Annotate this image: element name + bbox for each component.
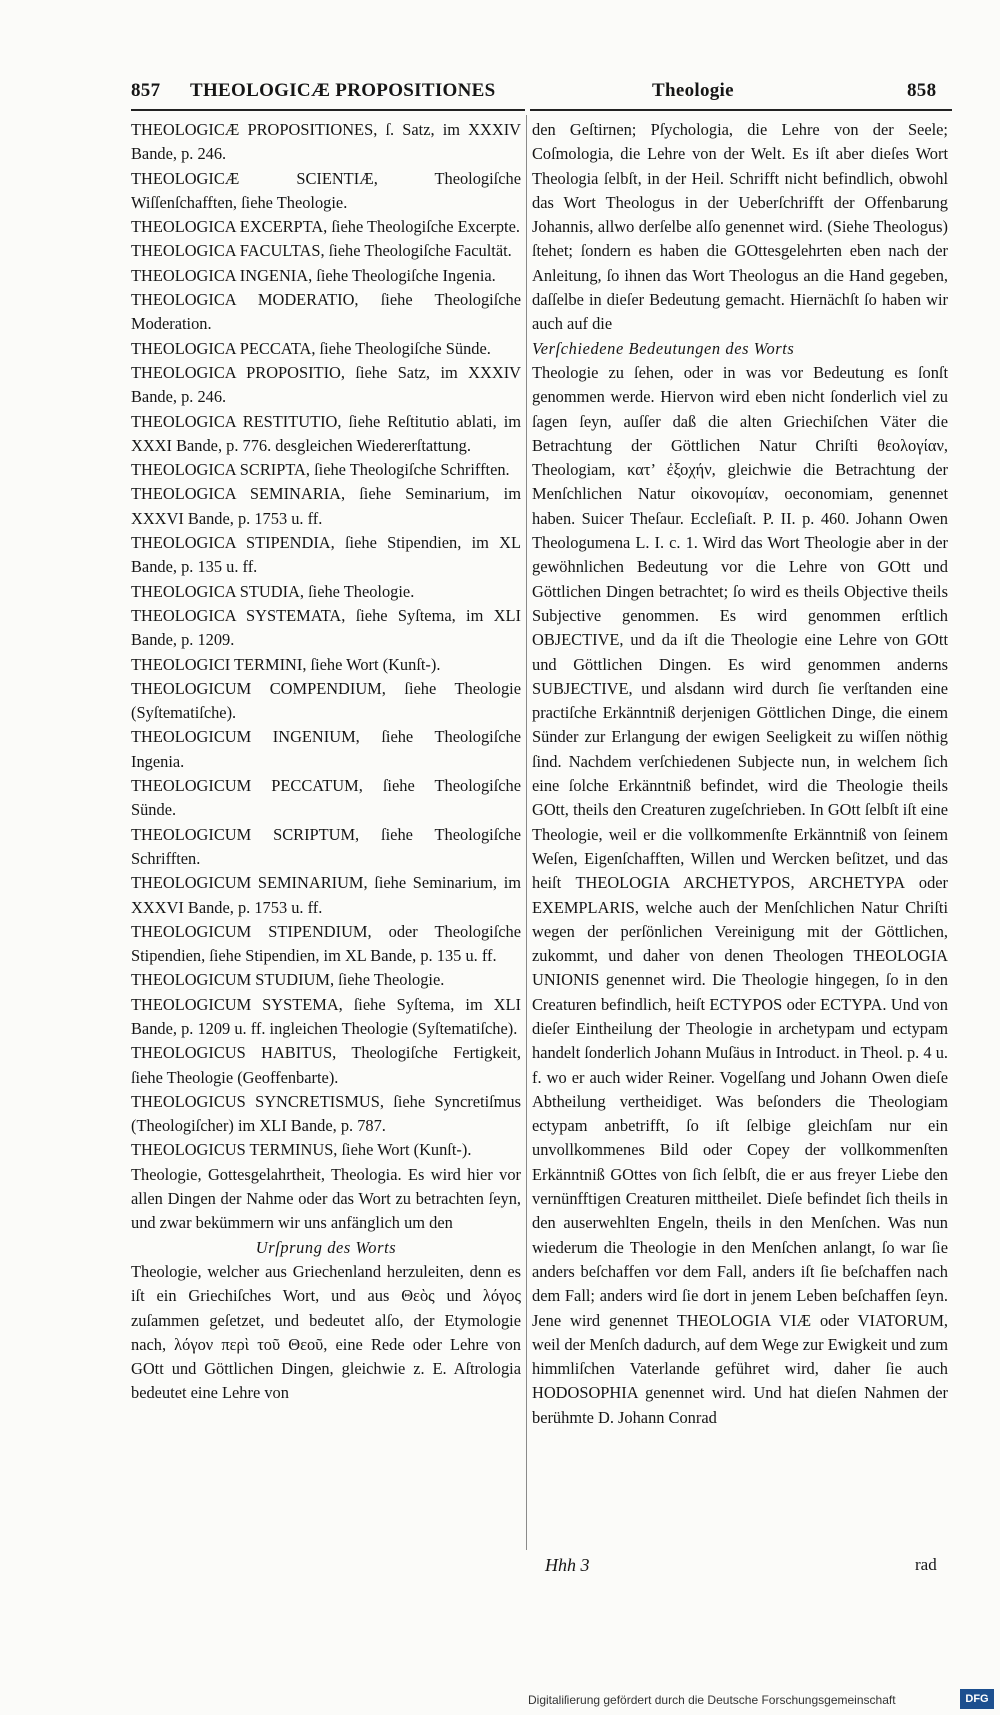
entry-habitus: THEOLOGICUS HABITUS, Theologiſche Fertigkeit, ſiehe Theologie (Geoffenbarte). — [131, 1043, 521, 1087]
page-number-right: 858 — [907, 80, 937, 101]
entry-scripta: THEOLOGICA SCRIPTA, ſiehe Theologiſche Schrifften. — [131, 460, 510, 480]
section-heading-bedeutungen: Verſchiedene Bedeutungen des Worts — [532, 338, 795, 358]
entry-systemata: THEOLOGICA SYSTEMATA, ſiehe Syſtema, im XLI Bande, p. 1209. — [131, 605, 521, 650]
entry-studia: THEOLOGICA STUDIA, ſiehe Theologie. — [131, 581, 415, 601]
entry-propositio: THEOLOGICA PROPOSITIO, ſiehe Satz, im XXXIV Bande, p. 246. — [131, 362, 521, 407]
column-divider — [526, 115, 527, 1550]
entry-restitutio: THEOLOGICA RESTITUTIO, ſiehe Reſtitutio ablati, im XXXI Bande, p. 776. desgleichen Wiedererſtattung. — [131, 411, 521, 455]
header-rule-right — [530, 109, 952, 111]
running-title-right: Theologie — [652, 80, 734, 101]
signature-mark: Hhh 3 — [545, 1555, 590, 1575]
entry-stipendia: THEOLOGICA STIPENDIA, ſiehe Stipendien, im XL Bande, p. 135 u. ff. — [131, 533, 521, 577]
entry-compendium: THEOLOGICUM COMPENDIUM, ſiehe Theologie (Syſtematiſche). — [131, 678, 521, 723]
entry-termini: THEOLOGICI TERMINI, ſiehe Wort (Kunſt-). — [131, 654, 441, 674]
entry-seminarium: THEOLOGICUM SEMINARIUM, ſiehe Seminarium, im XXXVI Bande, p. 1753 u. ff. — [131, 873, 521, 917]
paragraph-etymologie: Theologie, welcher aus Griechenland herzuleiten, denn es iſt ein Griechiſches Wort, und aus Θεὸς und λόγος zuſammen geſetzet, und bedeutet alſo, der Etymologie nach, λόγον περὶ τοῦ Θεοῦ, eine Rede oder Lehre von GOtt und Göttlichen Dingen, gleichwie z. E. Aſtrologia bedeutet eine Lehre von — [131, 1261, 521, 1403]
digitization-credit: Digitaliſierung gefördert durch die Deutsche Forschungsgemeinschaft — [528, 1693, 896, 1707]
entry-theologie-intro: Theologie, Gottesgelahrtheit, Theologia. Es wird hier vor allen Dingen der Nahme oder das Wort zu betrachten ſeyn, und zwar bekümmern wir uns anfänglich um den — [131, 1164, 521, 1233]
entry-scriptum: THEOLOGICUM SCRIPTUM, ſiehe Theologiſche Schrifften. — [131, 824, 521, 868]
section-heading-ursprung: Urſprung des Worts — [255, 1237, 397, 1257]
catchword: rad — [915, 1555, 937, 1574]
entry-studium: THEOLOGICUM STUDIUM, ſiehe Theologie. — [131, 970, 445, 990]
entry-seminaria: THEOLOGICA SEMINARIA, ſiehe Seminarium, im XXXVI Bande, p. 1753 u. ff. — [131, 484, 521, 528]
entry-facultas: THEOLOGICA FACULTAS, ſiehe Theologiſche Facultät. — [131, 241, 512, 261]
entry-stipendium: THEOLOGICUM STIPENDIUM, oder Theologiſche Stipendien, ſiehe Stipendien, im XL Bande, p. 135 u. ff. — [131, 921, 521, 966]
entry-ingenia: THEOLOGICA INGENIA, ſiehe Theologiſche Ingenia. — [131, 265, 496, 285]
entry-ingenium: THEOLOGICUM INGENIUM, ſiehe Theologiſche Ingenia. — [131, 727, 521, 771]
entry-peccata: THEOLOGICA PECCATA, ſiehe Theologiſche Sünde. — [131, 338, 491, 358]
page-number-left: 857 — [131, 80, 161, 101]
right-column — [532, 118, 948, 1430]
entry-moderatio: THEOLOGICA MODERATIO, ſiehe Theologiſche Moderation. — [131, 290, 521, 334]
entry-systema: THEOLOGICUM SYSTEMA, ſiehe Syſtema, im XLI Bande, p. 1209 u. ff. ingleichen Theologie (Syſtematiſche). — [131, 994, 521, 1038]
paragraph-continuation: den Geſtirnen; Pſychologia, die Lehre von der Seele; Coſmologia, die Lehre von der Welt. Es iſt aber dieſes Wort Theologia ſelbſt, in der Heil. Schrifft nicht befindlich, obwohl das Wort Theologus in der Ueberſchrifft der Offenbarung Johannis, allwo derſelbe alſo genennet wird. (Siehe Theologus) ſtehet; ſondern es haben die GOttesgelehrten eben nach der Anleitung, ſo ihnen das Wort Theologus an die Hand gegeben, daſſelbe in dieſer Bedeutung gemacht. Hiernächſt ſo haben wir auch auf die — [532, 120, 948, 334]
dfg-logo: DFG — [960, 1689, 994, 1709]
paragraph-bedeutungen: Theologie zu ſehen, oder in was vor Bedeutung es ſonſt genommen werde. Hiervon wird eben nicht ſonderlich viel zu ſagen ſeyn, auſſer daß die alten Griechiſchen Väter die Betrachtung der Göttlichen Natur Chriſti θεολογίαν, Theologiam, κατ’ ἐξοχήν, gleichwie die Betrachtung der Menſchlichen Natur οἰκονομίαν, oeconomiam, genennet haben. Suicer Theſaur. Eccleſiaſt. P. II. p. 460. Johann Owen Theologumena L. I. c. 1. Wird das Wort Theologie aber in der gewöhnlichen Bedeutung vor die Lehre von GOtt und Göttlichen Dingen betrachtet; ſo wird es theils Objective theils Subjective genommen. Es wird genommen erſtlich OBJECTIVE, und da iſt die Theologie eine Lehre von GOtt und Göttlichen Dingen. Es wird genommen anderns SUBJECTIVE, und alsdann wird durch ſie verſtanden eine practiſche Erkänntniß derjenigen Göttlichen Dinge, die einem Sünder zur Erlangung der ewigen Seeligkeit zu wiſſen nöthig ſind. Nachdem verſchiedenen Subjecte nun, in welchem ſich eine ſolche Erkänntniß befindet, wird die Theologie theils GOtt, theils den Creaturen zugeſchrieben. In GOtt ſelbſt iſt eine Theologie, weil er die vollkommenſte Erkänntniß von ſeinem Weſen, Eigenſchafften, Willen und Wercken beſitzet, und das heiſt THEOLOGIA ARCHETYPOS, ARCHETYPA oder EXEMPLARIS, welche auch der Menſchlichen Natur Chriſti wegen der perſönlichen Vereinigung mit der Göttlichen, zukommt, und daher von denen Theologen THEOLOGIA UNIONIS genennet wird. Die Theologie hingegen, ſo in den Creaturen befindlich, heiſt ECTYPOS oder ECTYPA. Und von dieſer Eintheilung der Theologie in archetypam und ectypam handelt ſonderlich Johann Muſäus in Introduct. in Theol. p. 4 u. f. wo er auch wider Reiner. Vogelſang und Johann Owen dieſe Abtheilung vertheidiget. Was beſonders die Theologiam ectypam anbetrifft, ſo iſt ſelbige gleichſam nur ein unvollkommenes Bild oder Copey der vollkommenſten Erkänntniß GOttes von ſich ſelbſt, die er aus freyer Liebe den vernünfftigen Creaturen mittheilet. Dieſe befindet ſich theils in den auserwehlten Engeln, theils in den Menſchen. Was nun wiederum die Theologie in den Menſchen anlangt, ſo war ſie anders beſchaffen vor dem Fall, anders iſt ſie beſchaffen nach dem Fall; anders wird ſie dort in jenem Leben beſchaffen ſeyn. Jene wird genennet THEOLOGIA VIÆ oder VIATORUM, weil der Menſch dadurch, auf dem Wege zur Ewigkeit und zum himmliſchen Vaterlande geführet wird, daher ſie auch HODOSOPHIA genennet wird. Und hat dieſen Nahmen der berühmte D. Johann Conrad — [532, 362, 948, 1427]
entry-excerpta: THEOLOGICA EXCERPTA, ſiehe Theologiſche Excerpte. — [131, 217, 520, 237]
entry-peccatum: THEOLOGICUM PECCATUM, ſiehe Theologiſche Sünde. — [131, 776, 521, 820]
entry-propositiones: THEOLOGICÆ PROPOSITIONES, ſ. Satz, im XXXIV Bande, p. 246. — [131, 120, 521, 164]
running-title-left: THEOLOGICÆ PROPOSITIONES — [190, 80, 496, 101]
entry-terminus: THEOLOGICUS TERMINUS, ſiehe Wort (Kunſt-). — [131, 1140, 472, 1160]
entry-syncretismus: THEOLOGICUS SYNCRETISMUS, ſiehe Syncretiſmus (Theologiſcher) im XLI Bande, p. 787. — [131, 1091, 521, 1136]
entry-scientiae: THEOLOGICÆ SCIENTIÆ, Theologiſche Wiſſenſchafften, ſiehe Theologie. — [131, 168, 521, 212]
header-rule-left — [131, 109, 525, 111]
left-column — [131, 118, 521, 1406]
